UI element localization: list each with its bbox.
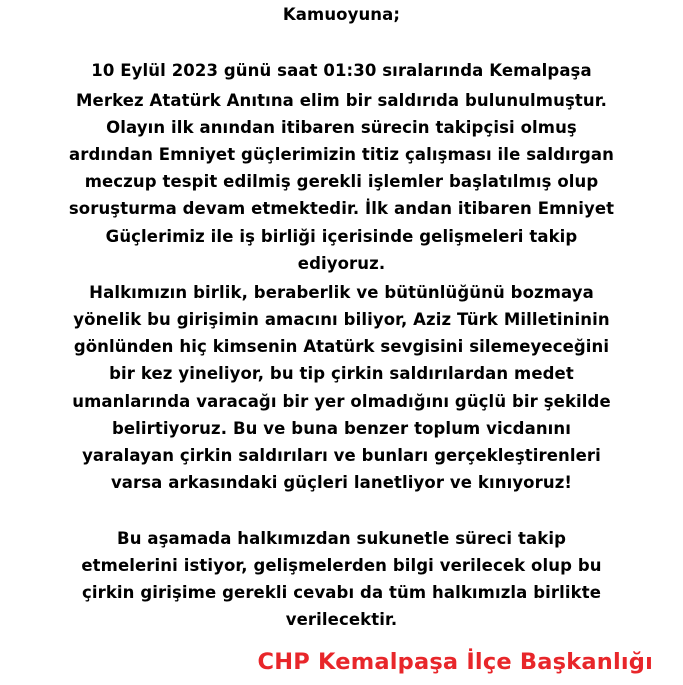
paragraph-1-line: 10 Eylül 2023 günü saat 01:30 sıralarında Kemalpaşa — [91, 61, 592, 80]
greeting: Kamuoyuna; — [282, 5, 401, 24]
paragraph-1-line: meczup tespit edilmiş gerekli işlemler başlatılmış olup — [84, 172, 599, 191]
paragraph-2-line: yönelik bu girişimin amacını biliyor, Aziz Türk Milletininin — [73, 310, 610, 329]
paragraph-1-line: soruşturma devam etmektedir. İlk andan itibaren Emniyet — [68, 199, 615, 218]
paragraph-3-line: Bu aşamada halkımızdan sukunetle süreci takip — [117, 529, 566, 548]
paragraph-2-line: umanlarında varacağı bir yer olmadığını güçlü bir şekilde — [72, 392, 611, 411]
paragraph-1-line: Güçlerimiz ile iş birliği içerisinde gelişmeleri takip — [105, 227, 578, 246]
paragraph-2-line: gönlünden hiç kimsenin Atatürk sevgisini silemeyeceğini — [73, 337, 610, 356]
paragraph-1-line: ediyoruz. — [297, 254, 386, 273]
paragraph-1-line: Merkez Atatürk Anıtına elim bir saldırıda bulunulmuştur. — [76, 91, 607, 110]
paragraph-2-line: varsa arkasındaki güçleri lanetliyor ve kınıyoruz! — [110, 473, 573, 492]
paragraph-2-line: belirtiyoruz. Bu ve buna benzer toplum vicdanını — [111, 419, 572, 438]
paragraph-3-line: etmelerini istiyor, gelişmelerden bilgi verilecek olup bu — [81, 556, 602, 575]
paragraph-3-line: çirkin girişime gerekli cevabı da tüm halkımızla birlikte — [81, 583, 602, 602]
paragraph-3-line: verilecektir. — [285, 610, 398, 629]
paragraph-1-line: Olayın ilk anından itibaren sürecin takipçisi olmuş — [106, 118, 577, 137]
paragraph-2-line: yaralayan çirkin saldırıları ve bunları gerçekleştirenleri — [82, 446, 601, 465]
paragraph-1-line: ardından Emniyet güçlerimizin titiz çalışması ile saldırgan — [68, 145, 615, 164]
signature: CHP Kemalpaşa İlçe Başkanlığı — [257, 649, 653, 675]
paragraph-2-line: Halkımızın birlik, beraberlik ve bütünlüğünü bozmaya — [89, 283, 594, 302]
paragraph-2-line: bir kez yineliyor, bu tip çirkin saldırılardan medet — [109, 364, 574, 383]
